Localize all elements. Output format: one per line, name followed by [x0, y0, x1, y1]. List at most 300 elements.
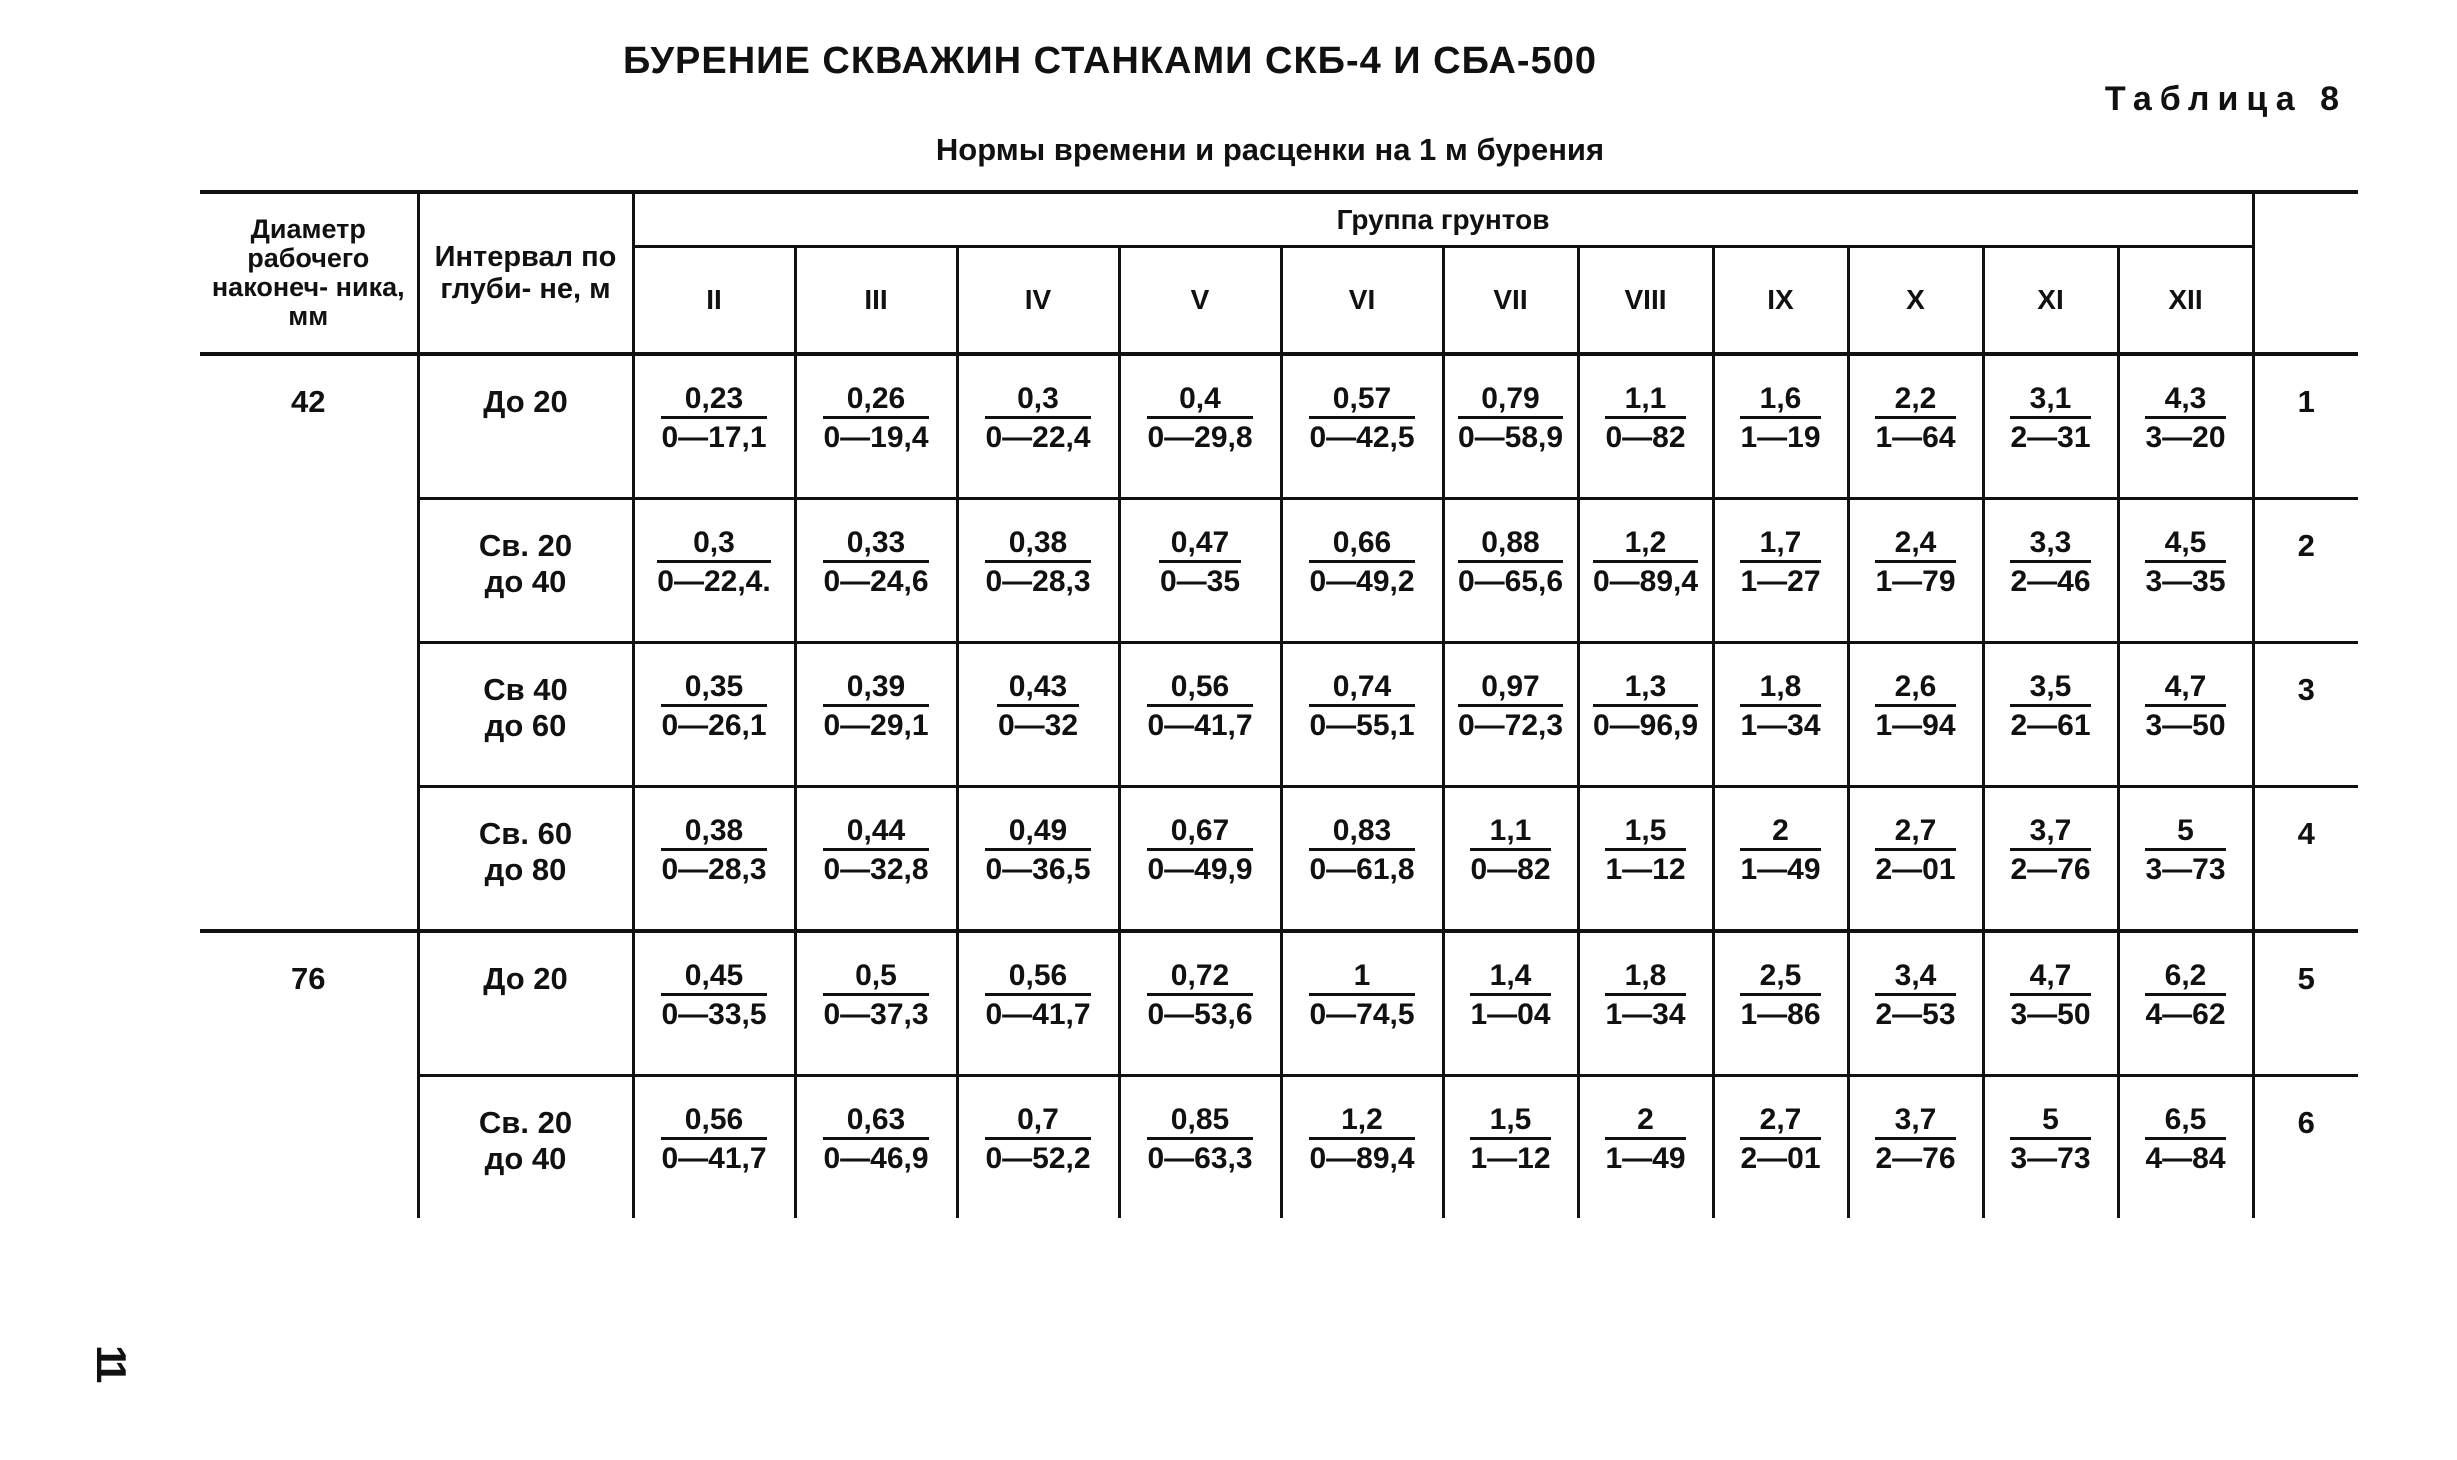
rate-value: 1—12	[1605, 853, 1686, 886]
rate-value: 1—19	[1740, 421, 1821, 454]
norm-cell	[1848, 1076, 1983, 1219]
time-norm: 3,7	[1875, 1103, 1955, 1140]
rate-value: 0—33,5	[661, 998, 767, 1031]
time-norm: 1,5	[1470, 1103, 1550, 1140]
fraction	[1309, 382, 1414, 457]
row-number: 3	[2253, 643, 2358, 787]
fraction	[985, 959, 1090, 1034]
rate-value: 0—28,3	[661, 853, 767, 886]
time-norm: 0,72	[1147, 959, 1252, 996]
norm-cell	[2118, 931, 2253, 1076]
norm-cell	[1713, 931, 1848, 1076]
rate-value: 4—62	[2145, 998, 2226, 1031]
time-norm: 0,47	[1159, 526, 1241, 563]
time-norm: 0,85	[1147, 1103, 1252, 1140]
rate-value: 0—49,2	[1309, 565, 1415, 598]
header-column: V	[1119, 247, 1281, 355]
rate-value: 2—01	[1875, 853, 1956, 886]
norm-cell	[1578, 499, 1713, 643]
rate-value: 0—41,7	[661, 1142, 767, 1175]
time-norm: 3,1	[2010, 382, 2090, 419]
fraction	[1875, 670, 1955, 745]
time-norm: 0,33	[823, 526, 928, 563]
rate-value: 1—64	[1875, 421, 1956, 454]
time-norm: 2	[1605, 1103, 1685, 1140]
time-norm: 2,5	[1740, 959, 1820, 996]
fraction	[997, 670, 1079, 745]
rate-value: 0—32,8	[823, 853, 929, 886]
fraction	[1875, 959, 1955, 1034]
rate-value: 0—41,7	[985, 998, 1091, 1031]
time-norm: 0,23	[661, 382, 766, 419]
rate-value: 1—12	[1470, 1142, 1551, 1175]
fraction	[2145, 526, 2225, 601]
fraction	[661, 1103, 766, 1178]
fraction	[1740, 959, 1820, 1034]
rate-value: 3—35	[2145, 565, 2226, 598]
fraction	[985, 1103, 1090, 1178]
norm-cell	[1848, 643, 1983, 787]
table-row	[200, 354, 2358, 499]
norm-cell	[1281, 354, 1443, 499]
interval-line: до 80	[484, 852, 567, 887]
rate-value: 3—73	[2010, 1142, 2091, 1175]
time-norm: 1,4	[1470, 959, 1550, 996]
time-norm: 0,88	[1458, 526, 1563, 563]
time-norm: 0,39	[823, 670, 928, 707]
fraction	[1875, 1103, 1955, 1178]
fraction	[1605, 1103, 1685, 1178]
norm-cell	[1983, 931, 2118, 1076]
time-norm: 3,5	[2010, 670, 2090, 707]
norm-cell	[1848, 354, 1983, 499]
norm-cell	[1578, 931, 1713, 1076]
norm-cell	[1281, 643, 1443, 787]
time-norm: 2,7	[1740, 1103, 1820, 1140]
rate-value: 0—42,5	[1309, 421, 1415, 454]
fraction	[1740, 670, 1820, 745]
time-norm: 0,38	[985, 526, 1090, 563]
norm-cell	[1119, 1076, 1281, 1219]
row-number: 6	[2253, 1076, 2358, 1219]
interval-line: До 20	[483, 961, 568, 996]
rate-value: 1—49	[1740, 853, 1821, 886]
interval-line: Св. 20	[478, 528, 573, 563]
time-norm: 2,2	[1875, 382, 1955, 419]
rate-value: 0—26,1	[661, 709, 767, 742]
time-norm: 4,5	[2145, 526, 2225, 563]
time-norm: 0,66	[1309, 526, 1414, 563]
fraction	[1740, 814, 1820, 889]
time-norm: 1,2	[1593, 526, 1698, 563]
norm-cell	[1281, 931, 1443, 1076]
header-row-number	[2253, 192, 2358, 354]
norm-cell	[2118, 499, 2253, 643]
norm-cell	[957, 354, 1119, 499]
norm-cell	[795, 499, 957, 643]
norm-cell	[1443, 354, 1578, 499]
fraction	[1309, 959, 1414, 1034]
rate-value: 0—37,3	[823, 998, 929, 1031]
time-norm: 0,56	[661, 1103, 766, 1140]
time-norm: 1,7	[1740, 526, 1820, 563]
norm-cell	[1713, 787, 1848, 932]
fraction	[1605, 814, 1685, 889]
norm-cell	[1713, 643, 1848, 787]
fraction	[1470, 814, 1550, 889]
time-norm: 5	[2010, 1103, 2090, 1140]
time-norm: 0,97	[1458, 670, 1563, 707]
time-norm: 2,7	[1875, 814, 1955, 851]
fraction	[1147, 1103, 1252, 1178]
time-norm: 0,67	[1147, 814, 1252, 851]
time-norm: 1,6	[1740, 382, 1820, 419]
rate-value: 2—31	[2010, 421, 2091, 454]
norm-cell	[957, 787, 1119, 932]
fraction	[1593, 670, 1698, 745]
rate-value: 0—41,7	[1147, 709, 1253, 742]
norm-cell	[1281, 1076, 1443, 1219]
norm-cell	[1119, 354, 1281, 499]
rate-value: 0—29,1	[823, 709, 929, 742]
fraction	[661, 670, 766, 745]
time-norm: 0,7	[985, 1103, 1090, 1140]
fraction	[1470, 959, 1550, 1034]
fraction	[2010, 670, 2090, 745]
diameter-cell: 42	[200, 354, 418, 931]
time-norm: 1	[1309, 959, 1414, 996]
norm-cell	[2118, 354, 2253, 499]
time-norm: 0,3	[985, 382, 1090, 419]
fraction	[2010, 526, 2090, 601]
rate-value: 0—96,9	[1592, 709, 1699, 742]
time-norm: 0,43	[997, 670, 1079, 707]
interval-cell	[418, 931, 633, 1076]
time-norm: 0,4	[1147, 382, 1252, 419]
interval-cell	[418, 499, 633, 643]
fraction	[823, 1103, 928, 1178]
norm-cell	[1119, 499, 1281, 643]
norm-cell	[957, 499, 1119, 643]
fraction	[1740, 382, 1820, 457]
norm-cell	[957, 931, 1119, 1076]
rate-value: 0—17,1	[661, 421, 767, 454]
rate-value: 0—74,5	[1309, 998, 1415, 1031]
row-number: 2	[2253, 499, 2358, 643]
interval-cell	[418, 1076, 633, 1219]
time-norm: 0,56	[1147, 670, 1252, 707]
rate-value: 0—53,6	[1147, 998, 1253, 1031]
time-norm: 1,3	[1593, 670, 1698, 707]
header-column: XI	[1983, 247, 2118, 355]
time-norm: 1,1	[1605, 382, 1685, 419]
fraction	[2145, 959, 2225, 1034]
fraction	[1458, 382, 1563, 457]
fraction	[1740, 526, 1820, 601]
fraction	[1605, 959, 1685, 1034]
header-column: III	[795, 247, 957, 355]
rate-value: 1—34	[1605, 998, 1686, 1031]
header-column: VIII	[1578, 247, 1713, 355]
rate-value: 0—22,4	[985, 421, 1091, 454]
fraction	[661, 814, 766, 889]
rate-value: 0—82	[1470, 853, 1551, 886]
fraction	[823, 382, 928, 457]
time-norm: 0,49	[985, 814, 1090, 851]
rate-value: 0—55,1	[1309, 709, 1415, 742]
page-number: 11	[88, 1345, 135, 1378]
fraction	[657, 526, 770, 601]
fraction	[1147, 959, 1252, 1034]
time-norm: 1,5	[1605, 814, 1685, 851]
fraction	[823, 959, 928, 1034]
table-row	[200, 931, 2358, 1076]
norm-cell	[795, 1076, 957, 1219]
rate-value: 0—65,6	[1457, 565, 1564, 598]
norm-cell	[633, 787, 795, 932]
rate-value: 2—46	[2010, 565, 2091, 598]
fraction	[985, 526, 1090, 601]
table-row	[200, 499, 2358, 643]
fraction	[2145, 1103, 2225, 1178]
fraction	[1740, 1103, 1820, 1178]
fraction	[1309, 526, 1414, 601]
norm-cell	[1713, 499, 1848, 643]
rate-value: 0—89,4	[1592, 565, 1699, 598]
norm-cell	[795, 643, 957, 787]
time-norm: 1,1	[1470, 814, 1550, 851]
fraction	[1605, 382, 1685, 457]
rate-value: 0—46,9	[823, 1142, 929, 1175]
fraction	[2010, 1103, 2090, 1178]
time-norm: 0,57	[1309, 382, 1414, 419]
time-norm: 0,5	[823, 959, 928, 996]
time-norm: 0,38	[661, 814, 766, 851]
rate-value: 0—24,6	[823, 565, 929, 598]
fraction	[2010, 382, 2090, 457]
header-column: X	[1848, 247, 1983, 355]
fraction	[661, 382, 766, 457]
table-label: Таблица 8	[2104, 80, 2347, 118]
norm-cell	[1848, 499, 1983, 643]
norm-cell	[1281, 787, 1443, 932]
time-norm: 3,3	[2010, 526, 2090, 563]
norm-cell	[633, 354, 795, 499]
time-norm: 0,83	[1309, 814, 1414, 851]
time-norm: 4,7	[2145, 670, 2225, 707]
fraction	[1458, 526, 1563, 601]
rate-value: 1—27	[1740, 565, 1821, 598]
norm-cell	[2118, 787, 2253, 932]
norm-cell	[1578, 1076, 1713, 1219]
rate-value: 2—01	[1740, 1142, 1821, 1175]
norm-cell	[633, 499, 795, 643]
fraction	[1147, 382, 1252, 457]
time-norm: 1,8	[1740, 670, 1820, 707]
header-soil-group: Группа грунтов	[633, 192, 2253, 247]
table-row	[200, 643, 2358, 787]
rate-value: 0—36,5	[985, 853, 1091, 886]
rate-value: 3—50	[2010, 998, 2091, 1031]
time-norm: 0,79	[1458, 382, 1563, 419]
rate-value: 0—89,4	[1309, 1142, 1415, 1175]
rate-value: 2—76	[1875, 1142, 1956, 1175]
norm-cell	[1119, 643, 1281, 787]
fraction	[1875, 382, 1955, 457]
fraction	[1470, 1103, 1550, 1178]
fraction	[2145, 670, 2225, 745]
diameter-cell: 76	[200, 931, 418, 1218]
table-row	[200, 1076, 2358, 1219]
fraction	[2010, 959, 2090, 1034]
rate-value: 3—20	[2145, 421, 2226, 454]
fraction	[985, 814, 1090, 889]
norm-cell	[1443, 931, 1578, 1076]
page-title: БУРЕНИЕ СКВАЖИН СТАНКАМИ СКБ-4 И СБА-500	[623, 40, 1597, 82]
rate-value: 0—29,8	[1147, 421, 1253, 454]
norms-table	[200, 190, 2358, 1218]
rate-value: 1—49	[1605, 1142, 1686, 1175]
interval-line: Св. 20	[478, 1105, 573, 1140]
rate-value: 0—63,3	[1147, 1142, 1253, 1175]
norm-cell	[957, 643, 1119, 787]
rate-value: 0—49,9	[1147, 853, 1253, 886]
norm-cell	[1443, 787, 1578, 932]
interval-cell	[418, 354, 633, 499]
fraction	[1159, 526, 1241, 601]
rate-value: 1—34	[1740, 709, 1821, 742]
header-column: IV	[957, 247, 1119, 355]
header-interval: Интервал по глуби- не, м	[418, 192, 633, 354]
interval-cell	[418, 787, 633, 932]
norm-cell	[1578, 643, 1713, 787]
norm-cell	[1983, 354, 2118, 499]
rate-value: 4—84	[2145, 1142, 2226, 1175]
norm-cell	[1578, 787, 1713, 932]
interval-line: Св 40	[483, 672, 568, 707]
norm-cell	[2118, 643, 2253, 787]
norm-cell	[1281, 499, 1443, 643]
fraction	[1147, 814, 1252, 889]
norm-cell	[1578, 354, 1713, 499]
time-norm: 3,4	[1875, 959, 1955, 996]
norm-cell	[1713, 1076, 1848, 1219]
fraction	[2010, 814, 2090, 889]
fraction	[1309, 670, 1414, 745]
rate-value: 3—73	[2145, 853, 2226, 886]
time-norm: 0,3	[657, 526, 770, 563]
header-column: II	[633, 247, 795, 355]
norm-cell	[1983, 1076, 2118, 1219]
time-norm: 2,6	[1875, 670, 1955, 707]
time-norm: 4,7	[2010, 959, 2090, 996]
fraction	[661, 959, 766, 1034]
header-column: VII	[1443, 247, 1578, 355]
fraction	[823, 814, 928, 889]
rate-value: 3—50	[2145, 709, 2226, 742]
fraction	[1147, 670, 1252, 745]
interval-line: До 20	[483, 384, 568, 419]
interval-line: до 40	[484, 564, 567, 599]
rate-value: 0—28,3	[985, 565, 1091, 598]
time-norm: 0,74	[1309, 670, 1414, 707]
norm-cell	[1848, 931, 1983, 1076]
rate-value: 1—94	[1875, 709, 1956, 742]
interval-line: Св. 60	[478, 816, 573, 851]
rate-value: 0—32	[997, 709, 1079, 742]
table-subtitle: Нормы времени и расценки на 1 м бурения	[935, 132, 1605, 167]
time-norm: 1,8	[1605, 959, 1685, 996]
norm-cell	[1119, 787, 1281, 932]
rate-value: 0—82	[1605, 421, 1686, 454]
norm-cell	[795, 354, 957, 499]
interval-cell	[418, 643, 633, 787]
norm-cell	[1443, 643, 1578, 787]
fraction	[1875, 814, 1955, 889]
rate-value: 2—61	[2010, 709, 2091, 742]
time-norm: 1,2	[1309, 1103, 1414, 1140]
norm-cell	[957, 1076, 1119, 1219]
norm-cell	[1119, 931, 1281, 1076]
fraction	[823, 526, 928, 601]
norm-cell	[795, 787, 957, 932]
rate-value: 0—58,9	[1457, 421, 1564, 454]
norm-cell	[1443, 499, 1578, 643]
fraction	[1875, 526, 1955, 601]
time-norm: 2,4	[1875, 526, 1955, 563]
interval-line: до 40	[484, 1141, 567, 1176]
norm-cell	[633, 643, 795, 787]
fraction	[2145, 382, 2225, 457]
norm-cell	[2118, 1076, 2253, 1219]
time-norm: 0,56	[985, 959, 1090, 996]
norm-cell	[1848, 787, 1983, 932]
rate-value: 1—04	[1470, 998, 1551, 1031]
row-number: 4	[2253, 787, 2358, 932]
norm-cell	[795, 931, 957, 1076]
norm-cell	[1983, 499, 2118, 643]
time-norm: 3,7	[2010, 814, 2090, 851]
fraction	[1309, 1103, 1414, 1178]
norm-cell	[1443, 1076, 1578, 1219]
time-norm: 6,2	[2145, 959, 2225, 996]
header-column: IX	[1713, 247, 1848, 355]
time-norm: 0,35	[661, 670, 766, 707]
time-norm: 0,26	[823, 382, 928, 419]
norm-cell	[633, 1076, 795, 1219]
rate-value: 0—22,4.	[657, 565, 771, 598]
time-norm: 6,5	[2145, 1103, 2225, 1140]
fraction	[1309, 814, 1414, 889]
rate-value: 1—79	[1875, 565, 1956, 598]
fraction	[823, 670, 928, 745]
time-norm: 0,45	[661, 959, 766, 996]
fraction	[1458, 670, 1563, 745]
norm-cell	[1713, 354, 1848, 499]
rate-value: 0—19,4	[823, 421, 929, 454]
fraction	[1593, 526, 1698, 601]
rate-value: 2—76	[2010, 853, 2091, 886]
table-row	[200, 787, 2358, 932]
norm-cell	[633, 931, 795, 1076]
time-norm: 0,63	[823, 1103, 928, 1140]
interval-line: до 60	[484, 708, 567, 743]
row-number: 1	[2297, 384, 2315, 419]
rate-value: 0—61,8	[1309, 853, 1415, 886]
header-column: XII	[2118, 247, 2253, 355]
time-norm: 4,3	[2145, 382, 2225, 419]
rate-value: 2—53	[1875, 998, 1956, 1031]
